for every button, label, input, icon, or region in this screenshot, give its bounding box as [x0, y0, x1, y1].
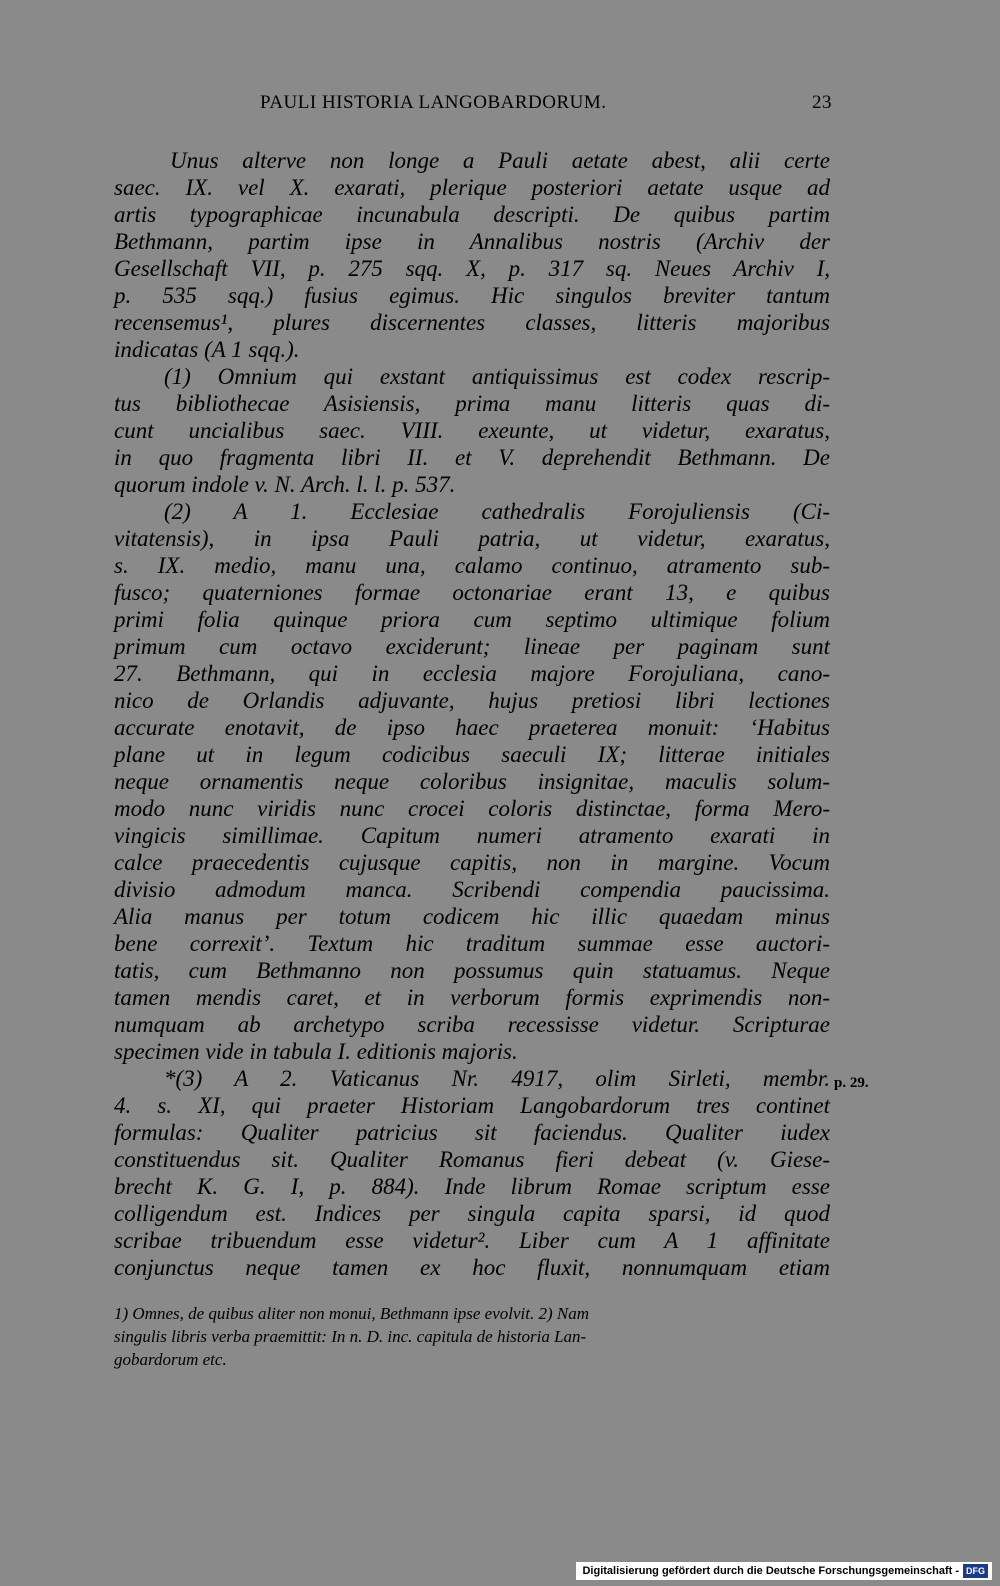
running-title: PAULI HISTORIA LANGOBARDORUM. [260, 92, 607, 113]
text-line: constituendus sit. Qualiter Romanus fieri debeat (v. Giese- [114, 1147, 830, 1172]
text-line: divisio admodum manca. Scribendi compendia paucissima. [114, 877, 830, 902]
text-line: (2) A 1. Ecclesiae cathedralis Forojuliensis (Ci- [164, 499, 830, 524]
text-line: saec. IX. vel X. exarati, plerique posteriori aetate usque ad [114, 175, 830, 200]
text-line: vitatensis), in ipsa Pauli patria, ut videtur, exaratus, [114, 526, 830, 551]
text-line: primi folia quinque priora cum septimo ultimique folium [114, 607, 830, 632]
text-line: Bethmann, partim ipse in Annalibus nostris (Archiv der [114, 229, 830, 254]
text-line: specimen vide in tabula I. editionis majoris. [114, 1039, 518, 1064]
text-line: fusco; quaterniones formae octonariae erant 13, e quibus [114, 580, 830, 605]
text-line: conjunctus neque tamen ex hoc fluxit, nonnumquam etiam [114, 1255, 830, 1280]
text-line: artis typographicae incunabula descripti. De quibus partim [114, 202, 830, 227]
text-line: brecht K. G. I, p. 884). Inde librum Romae scriptum esse [114, 1174, 830, 1199]
text-line: accurate enotavit, de ipso haec praeterea monuit: ‘Habitus [114, 715, 830, 740]
text-line: nico de Orlandis adjuvante, hujus pretiosi libri lectiones [114, 688, 830, 713]
text-line: plane ut in legum codicibus saeculi IX; litterae initiales [114, 742, 830, 767]
text-line: tus bibliothecae Asisiensis, prima manu litteris quas di- [114, 391, 830, 416]
footnote-line: gobardorum etc. [114, 1350, 227, 1369]
text-line: 4. s. XI, qui praeter Historiam Langobardorum tres continet [114, 1093, 830, 1118]
page-number: 23 [812, 92, 832, 113]
digitization-credit [576, 1562, 992, 1580]
footnote-line: 1) Omnes, de quibus aliter non monui, Bethmann ipse evolvit. 2) Nam [114, 1304, 589, 1323]
text-line: Gesellschaft VII, p. 275 sqq. X, p. 317 sq. Neues Archiv I, [114, 256, 830, 281]
text-line: quorum indole v. N. Arch. l. l. p. 537. [114, 472, 456, 497]
text-line: formulas: Qualiter patricius sit faciendus. Qualiter iudex [114, 1120, 830, 1145]
text-line: numquam ab archetypo scriba recessisse videtur. Scripturae [114, 1012, 830, 1037]
text-line: *(3) A 2. Vaticanus Nr. 4917, olim Sirleti, membr. [164, 1066, 830, 1091]
text-line: (1) Omnium qui exstant antiquissimus est codex rescrip- [164, 364, 830, 389]
marginal-page-reference: p. 29. [834, 1075, 869, 1091]
text-line: primum cum octavo exciderunt; lineae per paginam sunt [114, 634, 830, 659]
text-line: tatis, cum Bethmanno non possumus quin statuamus. Neque [114, 958, 830, 983]
text-line: in quo fragmenta libri II. et V. deprehendit Bethmann. De [114, 445, 830, 470]
footnote-line: singulis libris verba praemittit: In n. D. inc. capitula de historia Lan- [114, 1327, 587, 1346]
text-line: calce praecedentis cujusque capitis, non in margine. Vocum [114, 850, 830, 875]
text-line: s. IX. medio, manu una, calamo continuo, atramento sub- [114, 553, 830, 578]
text-line: Alia manus per totum codicem hic illic quaedam minus [114, 904, 830, 929]
running-header [112, 92, 832, 122]
text-line: recensemus¹, plures discernentes classes, litteris majoribus [114, 310, 830, 335]
text-line: Unus alterve non longe a Pauli aetate abest, alii certe [170, 148, 830, 173]
text-line: bene correxit’. Textum hic traditum summae esse auctori- [114, 931, 830, 956]
credit-text: Digitalisierung gefördert durch die Deutsche Forschungsgemeinschaft - [582, 1565, 959, 1577]
text-line: colligendum est. Indices per singula capita sparsi, id quod [114, 1201, 830, 1226]
text-line: cunt uncialibus saec. VIII. exeunte, ut videtur, exaratus, [114, 418, 830, 443]
text-line: indicatas (A 1 sqq.). [114, 337, 300, 362]
text-line: vingicis simillimae. Capitum numeri atramento exarati in [114, 823, 830, 848]
text-line: modo nunc viridis nunc crocei coloris distinctae, forma Mero- [114, 796, 830, 821]
text-line: neque ornamentis neque coloribus insignitae, maculis solum- [114, 769, 830, 794]
text-line: p. 535 sqq.) fusius egimus. Hic singulos breviter tantum [114, 283, 830, 308]
dfg-logo: DFG [963, 1564, 988, 1578]
text-line: tamen mendis caret, et in verborum formis exprimendis non- [114, 985, 830, 1010]
text-line: scribae tribuendum esse videtur². Liber cum A 1 affinitate [114, 1228, 830, 1253]
text-line: 27. Bethmann, qui in ecclesia majore Forojuliana, cano- [114, 661, 830, 686]
